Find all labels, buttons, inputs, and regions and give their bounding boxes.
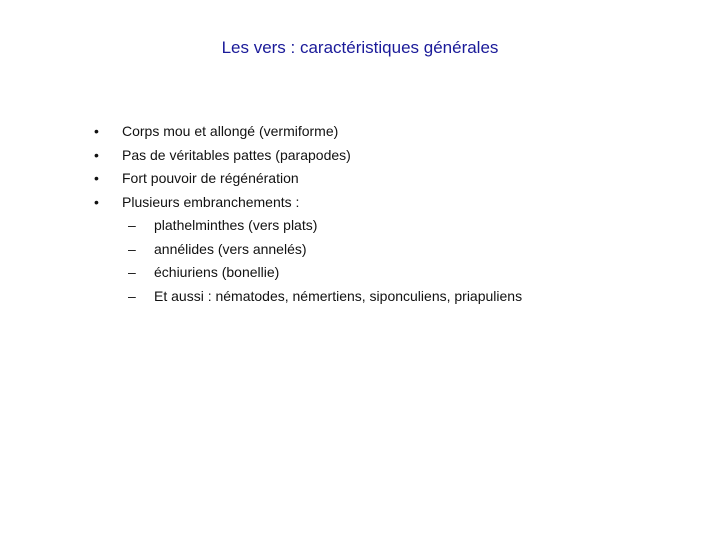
bullet-marker: • (94, 146, 99, 163)
sub-bullet-marker: – (128, 240, 136, 257)
sub-bullet-marker: – (128, 287, 136, 304)
sub-bullet-text: annélides (vers annelés) (154, 240, 307, 257)
sub-bullet-text: échiuriens (bonellie) (154, 264, 280, 280)
bullet-text: Corps mou et allongé (vermiforme) (122, 123, 339, 139)
bullet-marker: • (94, 193, 99, 210)
sub-bullet-text: Et aussi : nématodes, némertiens, siponculiens, priapuliens (154, 287, 523, 304)
sub-bullet-marker: – (128, 217, 136, 233)
bullet-text: Pas de véritables pattes (parapodes) (122, 146, 351, 163)
sub-bullet-text: plathelminthes (vers plats) (154, 217, 318, 233)
bullet-marker: • (94, 170, 99, 186)
bullet-marker: • (94, 123, 99, 139)
bullet-text: Fort pouvoir de régénération (122, 170, 299, 186)
sub-bullet-marker: – (128, 264, 136, 280)
bullet-text: Plusieurs embranchements : (122, 193, 300, 210)
slide-title: Les vers : caractéristiques générales (221, 38, 499, 57)
